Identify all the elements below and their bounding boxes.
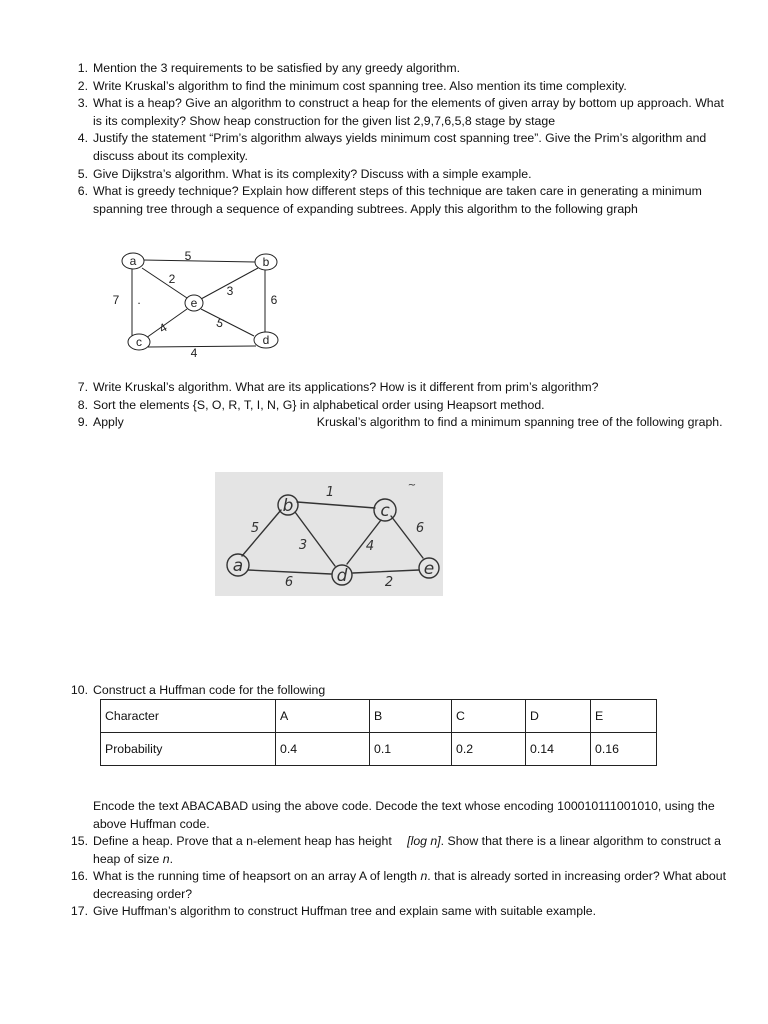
stray-mark: .	[137, 293, 141, 307]
question-text	[93, 414, 736, 432]
table-cell: E	[591, 700, 657, 733]
weight-b-d: 3	[298, 538, 308, 553]
huffman-probability-table	[100, 699, 657, 766]
question-text-part: . that is already sorted in increasing order? What about decreasing order?	[93, 869, 726, 901]
question-number: 10.	[70, 683, 88, 697]
question-number: 17.	[70, 904, 88, 919]
table-cell: 0.1	[370, 733, 452, 766]
weight-a-b: 5	[184, 249, 192, 263]
node-label-a: a	[232, 556, 244, 576]
question-number: 6.	[77, 184, 88, 199]
question-2	[66, 78, 736, 96]
question-number: 15.	[70, 834, 88, 848]
weight-e-d: 5	[214, 315, 226, 331]
question-text-part: . Show that there is a linear algorithm to construct a heap of size	[93, 834, 721, 866]
weight-a-c: 7	[112, 293, 120, 307]
weight-c-e: 6	[415, 521, 425, 536]
variable-n: n	[162, 851, 170, 866]
node-label-a: a	[129, 254, 137, 268]
question-text	[93, 833, 736, 868]
question-6	[66, 183, 736, 218]
question-text: Give Huffman’s algorithm to construct Huffman tree and explain same with suitable example.	[93, 904, 597, 919]
weight-b-e: 3	[226, 284, 234, 298]
question-text-part: What is the running time of heapsort on an array A of length	[93, 869, 421, 884]
weight-c-d: 4	[190, 346, 198, 358]
question-16	[66, 868, 736, 903]
weight-b-d: 6	[270, 293, 278, 307]
edge-a-b	[143, 260, 256, 262]
table-cell: C	[452, 700, 526, 733]
question-number: 5.	[77, 166, 88, 181]
log-n-expression: [log n]	[407, 834, 441, 848]
question-number: 9.	[77, 415, 88, 430]
question-text: Write Kruskal’s algorithm. What are its applications? How is it different from prim’s algorithm?	[93, 380, 599, 394]
table-header-cell: Probability	[101, 733, 276, 766]
question-text: What is greedy technique? Explain how different steps of this technique are taken care in generating a minimum spanning tree through a sequence of expanding subtrees. Apply this algorithm to the following graph	[93, 184, 702, 216]
question-4	[66, 130, 736, 165]
question-number: 1.	[77, 61, 88, 75]
table-header-cell: Character	[101, 700, 276, 733]
node-label-e: e	[423, 559, 435, 579]
question-number: 8.	[77, 397, 88, 412]
node-label-c: c	[136, 335, 142, 349]
question-1	[66, 60, 736, 78]
question-text: Write Kruskal’s algorithm to find the minimum cost spanning tree. Also mention its time complexity.	[93, 78, 627, 93]
graph-question-9-photo	[215, 472, 443, 596]
table-cell: 0.2	[452, 733, 526, 766]
question-10	[66, 682, 736, 700]
node-label-e: e	[190, 296, 198, 310]
question-3	[66, 95, 736, 130]
question-number: 4.	[77, 131, 88, 146]
question-text: What is a heap? Give an algorithm to construct a heap for the elements of given array by bottom up approach. What is its complexity? Show heap construction for the given list 2,9,7,6,5,8 stage by stage	[93, 96, 724, 128]
question-17	[66, 903, 736, 921]
table-cell: A	[276, 700, 370, 733]
question-text: Construct a Huffman code for the following	[93, 683, 326, 697]
weight-d-e: 2	[384, 575, 394, 590]
weight-c-d: 4	[365, 539, 375, 554]
weight-c-e: 4	[156, 320, 170, 336]
edge-a-e	[142, 268, 187, 298]
node-label-d: d	[262, 333, 270, 347]
weight-a-e: 2	[168, 272, 176, 286]
variable-n: n	[420, 869, 428, 884]
weight-a-b: 5	[250, 521, 260, 536]
question-7	[66, 379, 736, 397]
question-text: Sort the elements {S, O, R, T, I, N, G} in alphabetical order using Heapsort method.	[93, 397, 545, 412]
question-number: 7.	[77, 380, 88, 394]
weight-b-c: 1	[325, 485, 335, 500]
table-cell: 0.14	[526, 733, 591, 766]
table-cell: B	[370, 700, 452, 733]
table-cell: 0.16	[591, 733, 657, 766]
graph-question-6	[108, 246, 298, 358]
stray-mark: ~	[407, 480, 417, 491]
question-number: 3.	[77, 96, 88, 111]
node-label-c: c	[380, 501, 390, 521]
edge-e-d	[201, 309, 254, 336]
weight-a-d: 6	[284, 575, 294, 590]
question-9	[66, 414, 736, 432]
question-5	[66, 166, 736, 184]
question-text-start: Apply	[93, 415, 124, 430]
table-row-characters	[101, 700, 657, 733]
question-text	[93, 868, 736, 903]
node-label-d: d	[336, 566, 348, 586]
table-row-probabilities	[101, 733, 657, 766]
question-text-end: Kruskal’s algorithm to find a minimum spanning tree of the following graph.	[316, 415, 723, 430]
question-number: 2.	[77, 78, 88, 93]
table-cell: 0.4	[276, 733, 370, 766]
question-15	[66, 833, 736, 868]
node-label-b: b	[282, 496, 294, 516]
encode-decode-instruction: Encode the text ABACABAD using the above code. Decode the text whose encoding 100010111001010, using the above Huffman code.	[93, 799, 715, 831]
edge-c-d	[148, 346, 256, 347]
question-number: 16.	[70, 869, 88, 884]
question-text-part: Define a heap. Prove that a n-element heap has height	[93, 834, 396, 848]
question-text: Mention the 3 requirements to be satisfied by any greedy algorithm.	[93, 61, 461, 75]
question-8	[66, 397, 736, 415]
node-label-b: b	[262, 255, 270, 269]
question-text-part: .	[169, 851, 173, 866]
table-cell: D	[526, 700, 591, 733]
question-text: Give Dijkstra’s algorithm. What is its complexity? Discuss with a simple example.	[93, 166, 532, 181]
question-text: Justify the statement “Prim’s algorithm always yields minimum cost spanning tree”. Give the Prim’s algorithm and discuss about its complexity.	[93, 131, 707, 163]
